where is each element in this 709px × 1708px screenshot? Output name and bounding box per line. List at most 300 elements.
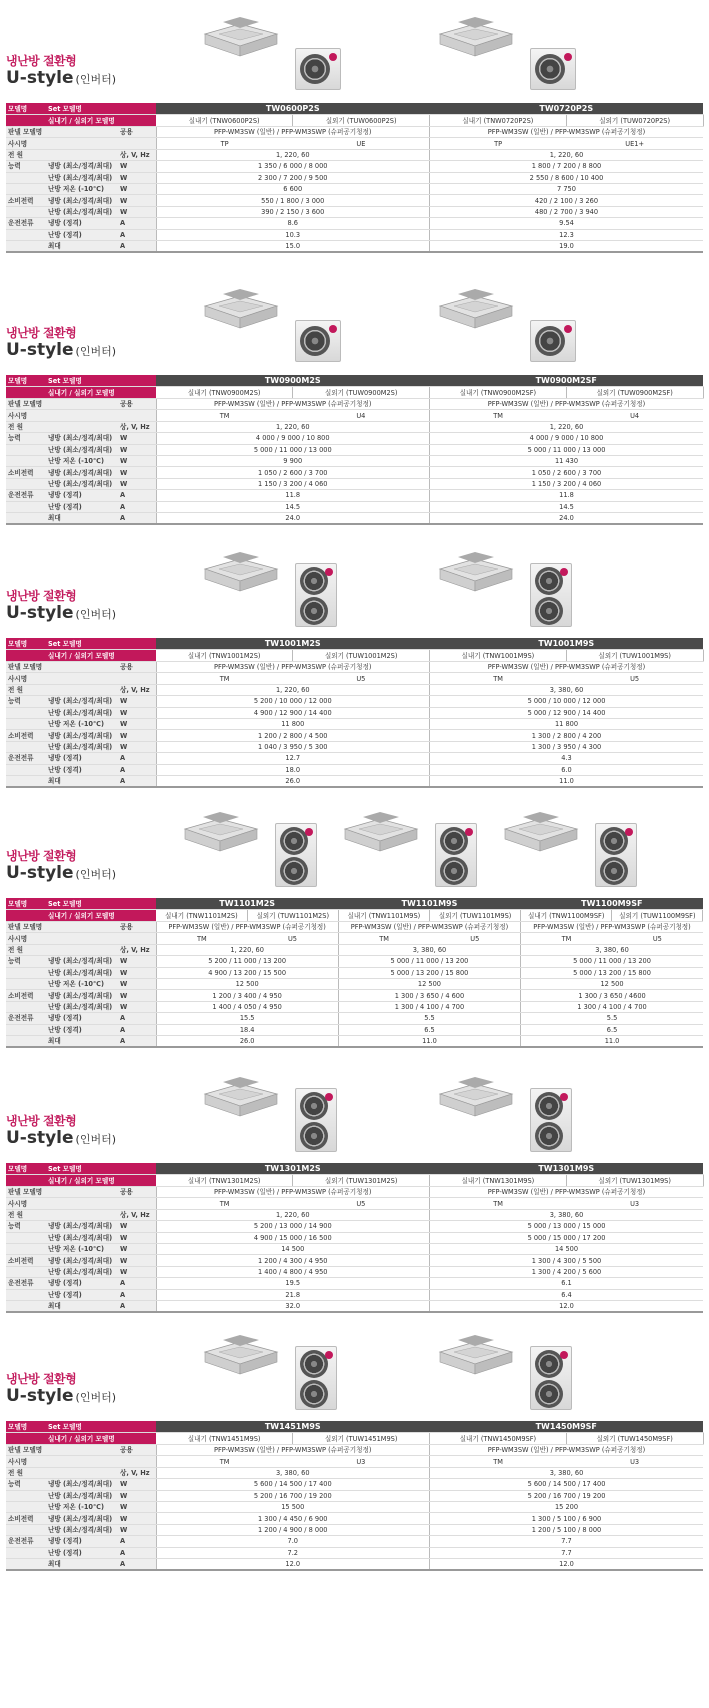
- row-group-label: 판넬 모델명: [6, 127, 46, 138]
- row-unit: A: [118, 490, 156, 501]
- header-label: 모델명: [6, 375, 46, 387]
- cell-value: U3: [566, 1198, 703, 1209]
- row-group-label: 사시명: [6, 933, 46, 944]
- cell-value: 26.0: [156, 1035, 338, 1047]
- model-name: TW0900M2S: [156, 375, 430, 387]
- cell-value: 1 150 / 3 200 / 4 060: [430, 478, 704, 489]
- row-group-label: [6, 707, 46, 718]
- power-row: [6, 149, 703, 160]
- row-unit: W: [118, 1513, 156, 1524]
- cell-value: 3, 380, 60: [430, 1209, 704, 1220]
- cell-value: 12.0: [430, 1558, 704, 1570]
- panel-row: [6, 922, 703, 933]
- row-group-label: 운전전류: [6, 218, 46, 229]
- cell-value: PFP-WM3SW (일반) / PFP-WM3SWP (슈퍼공기청정): [338, 922, 520, 933]
- row-group-label: [6, 1243, 46, 1254]
- section-subtitle: [6, 1386, 116, 1406]
- cell-value: 1, 220, 60: [156, 944, 338, 955]
- outdoor-unit-image: [435, 823, 477, 887]
- heat-capacity-row: [6, 444, 703, 455]
- row-group-label: 운전전류: [6, 753, 46, 764]
- row-unit: 공용: [118, 662, 156, 673]
- indoor-model: 실내기 (TNW0900M2S): [156, 387, 293, 399]
- cell-value: 1 300 / 5 100 / 6 900: [430, 1513, 704, 1524]
- panel-row: [6, 662, 703, 673]
- row-label: 난방 (정격): [46, 1547, 118, 1558]
- cell-value: 1 400 / 4 800 / 4 950: [156, 1266, 430, 1277]
- row-unit: A: [118, 764, 156, 775]
- section-title: 냉난방 절환형: [6, 326, 77, 340]
- cur-max-row: [6, 1300, 703, 1312]
- cur-max-row: [6, 240, 703, 252]
- row-unit: W: [118, 1001, 156, 1012]
- indoor-model: 실내기 (TNW1101M2S): [156, 910, 247, 922]
- row-unit: A: [118, 1035, 156, 1047]
- header-row-model: [6, 375, 703, 387]
- fan-icon: [535, 567, 563, 595]
- fan-icon: [300, 567, 328, 595]
- outdoor-model: 실외기 (TUW1451M9S): [293, 1433, 430, 1445]
- cell-value: PFP-WM3SW (일반) / PFP-WM3SWP (슈퍼공기청정): [156, 127, 430, 138]
- cell-value: U5: [429, 933, 520, 944]
- cell-value: 1 300 / 4 100 / 4 700: [338, 1001, 520, 1012]
- row-unit: [118, 138, 156, 149]
- pc-cool-row: [6, 730, 703, 741]
- cell-value: U4: [293, 410, 430, 421]
- fan-icon: [300, 1122, 328, 1150]
- cell-value: PFP-WM3SW (일반) / PFP-WM3SWP (슈퍼공기청정): [430, 1445, 704, 1456]
- row-unit: W: [118, 1479, 156, 1490]
- cassette-unit-image: [195, 1072, 275, 1112]
- pc-cool-row: [6, 195, 703, 206]
- cell-value: 14 500: [156, 1243, 430, 1254]
- fan-icon: [440, 857, 468, 885]
- cassette-unit-image: [430, 284, 510, 324]
- row-group-label: [6, 1266, 46, 1277]
- lg-logo-icon: [564, 325, 572, 333]
- header-label: 실내기 / 실외기 모델명: [46, 115, 156, 127]
- row-label: 난방 (최소/정격/최대): [46, 707, 118, 718]
- cell-value: 5 000 / 11 000 / 13 200: [338, 956, 520, 967]
- cell-value: 3, 380, 60: [338, 944, 520, 955]
- cell-value: 550 / 1 800 / 3 000: [156, 195, 430, 206]
- row-group-label: [6, 512, 46, 524]
- fan-icon: [280, 827, 308, 855]
- heat-capacity-row: [6, 1232, 703, 1243]
- spec-table: [6, 103, 704, 253]
- cool-capacity-row: [6, 433, 703, 444]
- cell-value: PFP-WM3SW (일반) / PFP-WM3SWP (슈퍼공기청정): [156, 662, 430, 673]
- outdoor-unit-image: [295, 563, 337, 627]
- product-section: [0, 535, 709, 800]
- cell-value: 12 500: [338, 978, 520, 989]
- row-group-label: [6, 478, 46, 489]
- model-name: TW0720P2S: [430, 103, 704, 115]
- cell-value: 11.0: [430, 775, 704, 787]
- subtitle-main: U-style: [6, 603, 74, 623]
- row-group-label: 판넬 모델명: [6, 662, 46, 673]
- cell-value: U5: [566, 673, 703, 684]
- header-row-units: [6, 1175, 703, 1187]
- row-label: 냉방 (최소/정격/최대): [46, 1255, 118, 1266]
- row-label: 난방 저온 (-10℃): [46, 455, 118, 466]
- cool-capacity-row: [6, 161, 703, 172]
- row-label: 난방 (최소/정격/최대): [46, 1001, 118, 1012]
- cell-value: 15 500: [156, 1501, 430, 1512]
- row-group-label: 소비전력: [6, 730, 46, 741]
- heat-low-row: [6, 183, 703, 194]
- cell-value: 1 300 / 4 300 / 5 500: [430, 1255, 704, 1266]
- cell-value: 11.0: [338, 1035, 520, 1047]
- model-name: TW1301M9S: [430, 1163, 704, 1175]
- product-section: [0, 1318, 709, 1583]
- cassette-unit-image: [175, 807, 255, 847]
- row-label: 냉방 (최소/정격/최대): [46, 195, 118, 206]
- header-label: 모델명: [6, 1421, 46, 1433]
- fan-icon: [535, 1092, 563, 1120]
- row-unit: W: [118, 1243, 156, 1254]
- row-label: 냉방 (정격): [46, 1536, 118, 1547]
- section-title: 냉난방 절환형: [6, 54, 77, 68]
- subtitle-small: (인버터): [75, 345, 117, 358]
- cell-value: 1, 220, 60: [156, 149, 430, 160]
- cassette-unit-image: [430, 12, 510, 52]
- outdoor-model: 실외기 (TUW1101M9S): [429, 910, 520, 922]
- section-subtitle: [6, 603, 116, 623]
- section-subtitle: [6, 68, 116, 88]
- cell-value: 1 300 / 3 650 / 4 600: [338, 990, 520, 1001]
- outdoor-model: 실외기 (TUW0900M2SF): [566, 387, 703, 399]
- row-unit: W: [118, 183, 156, 194]
- cell-value: 14 500: [430, 1243, 704, 1254]
- row-unit: W: [118, 718, 156, 729]
- row-unit: 상, V, Hz: [118, 1209, 156, 1220]
- indoor-model: 실내기 (TNW1100M9SF): [521, 910, 612, 922]
- row-group-label: 소비전력: [6, 1255, 46, 1266]
- heat-low-row: [6, 1243, 703, 1254]
- row-label: [46, 410, 118, 421]
- row-label: 냉방 (최소/정격/최대): [46, 956, 118, 967]
- model-name: TW1301M2S: [156, 1163, 430, 1175]
- row-unit: W: [118, 1266, 156, 1277]
- cell-value: 5 200 / 13 000 / 14 900: [156, 1221, 430, 1232]
- lg-logo-icon: [625, 828, 633, 836]
- cell-value: 1 040 / 3 950 / 5 300: [156, 741, 430, 752]
- pc-heat-row: [6, 1001, 703, 1012]
- row-label: 난방 (최소/정격/최대): [46, 741, 118, 752]
- header-row-units: [6, 910, 703, 922]
- row-label: 난방 저온 (-10℃): [46, 183, 118, 194]
- cell-value: 4 000 / 9 000 / 10 800: [156, 433, 430, 444]
- lg-logo-icon: [325, 1351, 333, 1359]
- row-unit: 공용: [118, 1445, 156, 1456]
- fan-icon: [300, 1380, 328, 1408]
- header-label: [6, 115, 46, 127]
- row-group-label: [6, 718, 46, 729]
- cell-value: 24.0: [430, 512, 704, 524]
- cell-value: 6 600: [156, 183, 430, 194]
- pc-cool-row: [6, 1255, 703, 1266]
- outdoor-model: 실외기 (TUW1101M2S): [247, 910, 338, 922]
- row-group-label: 사시명: [6, 1456, 46, 1467]
- lg-logo-icon: [305, 828, 313, 836]
- row-label: [46, 149, 118, 160]
- heat-capacity-row: [6, 707, 703, 718]
- cassette-unit-image: [430, 1330, 510, 1370]
- row-unit: 상, V, Hz: [118, 1467, 156, 1478]
- row-group-label: 사시명: [6, 1198, 46, 1209]
- lg-logo-icon: [329, 325, 337, 333]
- row-group-label: [6, 1501, 46, 1512]
- spec-code-row: [6, 933, 703, 944]
- row-group-label: [6, 1232, 46, 1243]
- row-group-label: 능력: [6, 1479, 46, 1490]
- cell-value: 12.7: [156, 753, 430, 764]
- lg-logo-icon: [465, 828, 473, 836]
- row-group-label: [6, 455, 46, 466]
- cell-value: 5 200 / 11 000 / 13 200: [156, 956, 338, 967]
- pc-heat-row: [6, 1524, 703, 1535]
- cool-capacity-row: [6, 696, 703, 707]
- outdoor-model: 실외기 (TUW1001M2S): [293, 650, 430, 662]
- cell-value: 5 000 / 13 200 / 15 800: [338, 967, 520, 978]
- row-label: 난방 (정격): [46, 1024, 118, 1035]
- outdoor-unit-image: [295, 48, 341, 90]
- row-unit: 공용: [118, 1187, 156, 1198]
- cell-value: 1 300 / 2 800 / 4 200: [430, 730, 704, 741]
- cell-value: 15 200: [430, 1501, 704, 1512]
- header-label: 모델명: [6, 638, 46, 650]
- lg-logo-icon: [560, 568, 568, 576]
- row-label: 냉방 (최소/정격/최대): [46, 696, 118, 707]
- section-title: 냉난방 절환형: [6, 589, 77, 603]
- indoor-model: 실내기 (TNW1301M9S): [430, 1175, 567, 1187]
- cell-value: 6.5: [521, 1024, 703, 1035]
- row-label: [46, 1467, 118, 1478]
- row-unit: A: [118, 501, 156, 512]
- cell-value: 12.0: [430, 1300, 704, 1312]
- heat-low-row: [6, 455, 703, 466]
- cell-value: 14.5: [156, 501, 430, 512]
- cell-value: 4 900 / 15 000 / 16 500: [156, 1232, 430, 1243]
- cell-value: 5 200 / 16 700 / 19 200: [156, 1490, 430, 1501]
- indoor-model: 실내기 (TNW1001M9S): [430, 650, 567, 662]
- row-label: 난방 (최소/정격/최대): [46, 206, 118, 217]
- cell-value: PFP-WM3SW (일반) / PFP-WM3SWP (슈퍼공기청정): [430, 662, 704, 673]
- row-label: 냉방 (최소/정격/최대): [46, 467, 118, 478]
- pc-cool-row: [6, 467, 703, 478]
- cool-capacity-row: [6, 956, 703, 967]
- cur-max-row: [6, 1035, 703, 1047]
- row-label: 최대: [46, 1558, 118, 1570]
- header-label: [6, 1433, 46, 1445]
- power-row: [6, 684, 703, 695]
- row-unit: W: [118, 741, 156, 752]
- fan-icon: [535, 54, 565, 84]
- row-unit: W: [118, 444, 156, 455]
- cell-value: 1, 220, 60: [430, 149, 704, 160]
- fan-icon: [535, 326, 565, 356]
- cell-value: 1, 220, 60: [156, 1209, 430, 1220]
- cell-value: 5 200 / 16 700 / 19 200: [430, 1490, 704, 1501]
- row-label: [46, 1187, 118, 1198]
- outdoor-model: 실외기 (TUW0600P2S): [293, 115, 430, 127]
- section-title: 냉난방 절환형: [6, 1114, 77, 1128]
- row-unit: [118, 673, 156, 684]
- row-unit: W: [118, 195, 156, 206]
- row-label: [46, 1198, 118, 1209]
- row-label: 난방 (최소/정격/최대): [46, 1232, 118, 1243]
- cell-value: 15.0: [156, 240, 430, 252]
- cell-value: 14.5: [430, 501, 704, 512]
- cell-value: TM: [430, 673, 567, 684]
- cell-value: 2 300 / 7 200 / 9 500: [156, 172, 430, 183]
- row-unit: W: [118, 467, 156, 478]
- model-name: TW0600P2S: [156, 103, 430, 115]
- outdoor-unit-image: [295, 320, 341, 362]
- header-row-model: [6, 898, 703, 910]
- row-group-label: 전 원: [6, 1467, 46, 1478]
- pc-heat-row: [6, 478, 703, 489]
- row-group-label: 운전전류: [6, 1536, 46, 1547]
- cell-value: U5: [293, 1198, 430, 1209]
- row-unit: [118, 1456, 156, 1467]
- header-row-units: [6, 650, 703, 662]
- cell-value: 5 000 / 13 000 / 15 000: [430, 1221, 704, 1232]
- header-label: 모델명: [6, 1163, 46, 1175]
- cell-value: 1 300 / 4 100 / 4 700: [521, 1001, 703, 1012]
- row-label: 냉방 (정격): [46, 1278, 118, 1289]
- row-label: 난방 (최소/정격/최대): [46, 1266, 118, 1277]
- cell-value: 11.8: [156, 490, 430, 501]
- row-unit: A: [118, 1300, 156, 1312]
- cell-value: 11 430: [430, 455, 704, 466]
- spec-table: [6, 638, 704, 788]
- spec-code-row: [6, 673, 703, 684]
- fan-icon: [280, 857, 308, 885]
- cell-value: 9 900: [156, 455, 430, 466]
- row-label: 난방 (최소/정격/최대): [46, 1524, 118, 1535]
- cell-value: PFP-WM3SW (일반) / PFP-WM3SWP (슈퍼공기청정): [430, 127, 704, 138]
- outdoor-unit-image: [530, 320, 576, 362]
- cell-value: 11.0: [521, 1035, 703, 1047]
- header-label: Set 모델명: [46, 1163, 156, 1175]
- cur-max-row: [6, 775, 703, 787]
- cur-cool-row: [6, 1278, 703, 1289]
- row-unit: 상, V, Hz: [118, 421, 156, 432]
- indoor-model: 실내기 (TNW1301M2S): [156, 1175, 293, 1187]
- cassette-unit-image: [195, 1330, 275, 1370]
- cell-value: 5 600 / 14 500 / 17 400: [430, 1479, 704, 1490]
- row-label: 난방 (최소/정격/최대): [46, 478, 118, 489]
- cell-value: U4: [566, 410, 703, 421]
- row-unit: W: [118, 1501, 156, 1512]
- cell-value: 1 300 / 3 650 / 4600: [521, 990, 703, 1001]
- row-unit: W: [118, 696, 156, 707]
- row-label: [46, 922, 118, 933]
- cool-capacity-row: [6, 1479, 703, 1490]
- cell-value: 4.3: [430, 753, 704, 764]
- row-label: [46, 1456, 118, 1467]
- row-unit: W: [118, 1255, 156, 1266]
- row-group-label: [6, 967, 46, 978]
- row-unit: [118, 933, 156, 944]
- row-group-label: [6, 1558, 46, 1570]
- cell-value: 5 000 / 11 000 / 13 200: [521, 956, 703, 967]
- cell-value: 12.3: [430, 229, 704, 240]
- model-name: TW1101M9S: [338, 898, 520, 910]
- lg-logo-icon: [325, 568, 333, 576]
- pc-heat-row: [6, 1266, 703, 1277]
- lg-logo-icon: [560, 1093, 568, 1101]
- row-label: 냉방 (최소/정격/최대): [46, 433, 118, 444]
- cell-value: TM: [156, 1456, 293, 1467]
- cell-value: 1 300 / 3 950 / 4 300: [430, 741, 704, 752]
- row-group-label: 운전전류: [6, 490, 46, 501]
- row-group-label: 판넬 모델명: [6, 1445, 46, 1456]
- row-group-label: 전 원: [6, 944, 46, 955]
- outdoor-unit-image: [295, 1088, 337, 1152]
- fan-icon: [300, 597, 328, 625]
- cur-heat-row: [6, 764, 703, 775]
- row-unit: W: [118, 707, 156, 718]
- cell-value: TM: [156, 410, 293, 421]
- indoor-model: 실내기 (TNW1101M9S): [338, 910, 429, 922]
- row-label: 냉방 (최소/정격/최대): [46, 1513, 118, 1524]
- cur-cool-row: [6, 1013, 703, 1024]
- row-label: 난방 저온 (-10℃): [46, 718, 118, 729]
- row-group-label: [6, 172, 46, 183]
- cell-value: 12 500: [156, 978, 338, 989]
- row-unit: W: [118, 967, 156, 978]
- cell-value: 1, 220, 60: [156, 684, 430, 695]
- heat-capacity-row: [6, 967, 703, 978]
- cell-value: 1 200 / 5 100 / 8 000: [430, 1524, 704, 1535]
- panel-row: [6, 1187, 703, 1198]
- heat-low-row: [6, 718, 703, 729]
- cell-value: 1 200 / 4 300 / 4 950: [156, 1255, 430, 1266]
- row-group-label: [6, 1024, 46, 1035]
- subtitle-small: (인버터): [75, 868, 117, 881]
- cell-value: PFP-WM3SW (일반) / PFP-WM3SWP (슈퍼공기청정): [430, 399, 704, 410]
- cool-capacity-row: [6, 1221, 703, 1232]
- cell-value: 1 200 / 2 800 / 4 500: [156, 730, 430, 741]
- cell-value: 7.0: [156, 1536, 430, 1547]
- row-unit: W: [118, 1490, 156, 1501]
- row-group-label: 운전전류: [6, 1013, 46, 1024]
- cassette-unit-image: [335, 807, 415, 847]
- row-group-label: 사시명: [6, 138, 46, 149]
- cell-value: 3, 380, 60: [430, 684, 704, 695]
- row-label: 난방 (정격): [46, 229, 118, 240]
- row-group-label: [6, 1289, 46, 1300]
- heat-capacity-row: [6, 172, 703, 183]
- product-section: [0, 1060, 709, 1325]
- fan-icon: [300, 326, 330, 356]
- header-label: 실내기 / 실외기 모델명: [46, 1175, 156, 1187]
- cell-value: U3: [566, 1456, 703, 1467]
- cell-value: 1 300 / 4 450 / 6 900: [156, 1513, 430, 1524]
- cell-value: 5 000 / 13 200 / 15 800: [521, 967, 703, 978]
- header-label: 실내기 / 실외기 모델명: [46, 387, 156, 399]
- subtitle-main: U-style: [6, 68, 74, 88]
- row-unit: A: [118, 775, 156, 787]
- subtitle-small: (인버터): [75, 1133, 117, 1146]
- cur-max-row: [6, 1558, 703, 1570]
- outdoor-unit-image: [530, 1088, 572, 1152]
- cell-value: PFP-WM3SW (일반) / PFP-WM3SWP (슈퍼공기청정): [430, 1187, 704, 1198]
- row-label: 냉방 (최소/정격/최대): [46, 990, 118, 1001]
